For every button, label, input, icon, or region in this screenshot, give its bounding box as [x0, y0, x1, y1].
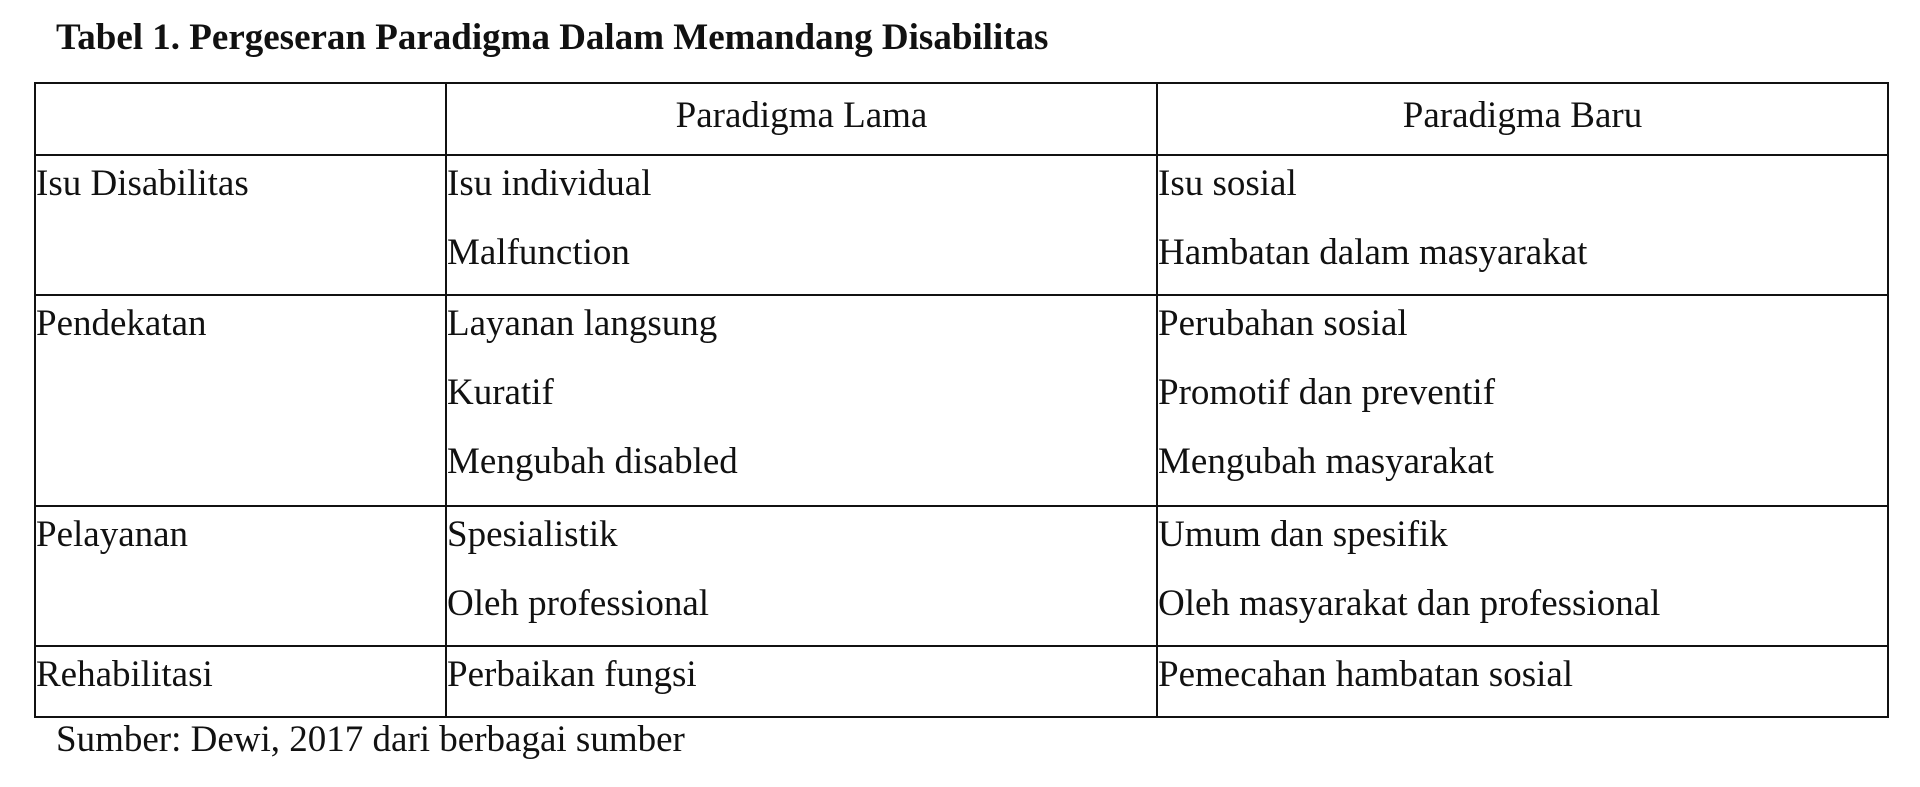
row-label: Pendekatan: [36, 303, 207, 344]
cell-line: Layanan langsung: [447, 303, 718, 344]
paradigma-lama-cell: [446, 155, 1157, 295]
cell-line: Isu individual: [447, 163, 652, 204]
row-label-cell: [35, 295, 446, 506]
paradigma-baru-cell: [1157, 646, 1888, 717]
cell-line: Mengubah disabled: [447, 441, 738, 482]
cell-line: Hambatan dalam masyarakat: [1158, 232, 1588, 273]
row-label: Isu Disabilitas: [36, 163, 249, 204]
cell-line: Kuratif: [447, 372, 554, 413]
cell-line: Mengubah masyarakat: [1158, 441, 1494, 482]
table-header-row: [35, 83, 1888, 155]
paradigma-lama-cell: [446, 295, 1157, 506]
row-label-cell: [35, 155, 446, 295]
paradigma-baru-cell: [1157, 155, 1888, 295]
paradigma-lama-cell: [446, 646, 1157, 717]
header-cell-paradigma-lama: Paradigma Lama: [446, 83, 1157, 155]
table-row: [35, 155, 1888, 295]
source-note: Sumber: Dewi, 2017 dari berbagai sumber: [56, 719, 685, 760]
cell-line: Malfunction: [447, 232, 630, 273]
header-cell-empty: [35, 83, 446, 155]
cell-line: Promotif dan preventif: [1158, 372, 1496, 413]
table-row: [35, 506, 1888, 646]
header-cell-paradigma-baru: Paradigma Baru: [1157, 83, 1888, 155]
paradigm-table: [34, 82, 1889, 718]
cell-line: Spesialistik: [447, 514, 618, 555]
table-title: Tabel 1. Pergeseran Paradigma Dalam Memandang Disabilitas: [56, 17, 1049, 58]
cell-line: Umum dan spesifik: [1158, 514, 1448, 555]
row-label-cell: [35, 506, 446, 646]
cell-line: Pemecahan hambatan sosial: [1158, 654, 1574, 695]
paradigma-lama-cell: [446, 506, 1157, 646]
paradigma-baru-cell: [1157, 506, 1888, 646]
row-label-cell: [35, 646, 446, 717]
cell-line: Perubahan sosial: [1158, 303, 1408, 344]
table-row: [35, 646, 1888, 717]
cell-line: Oleh masyarakat dan professional: [1158, 583, 1661, 624]
paradigma-baru-cell: [1157, 295, 1888, 506]
table-row: [35, 295, 1888, 506]
row-label: Rehabilitasi: [36, 654, 213, 695]
cell-line: Oleh professional: [447, 583, 710, 624]
cell-line: Perbaikan fungsi: [447, 654, 697, 695]
row-label: Pelayanan: [36, 514, 189, 555]
cell-line: Isu sosial: [1158, 163, 1297, 204]
